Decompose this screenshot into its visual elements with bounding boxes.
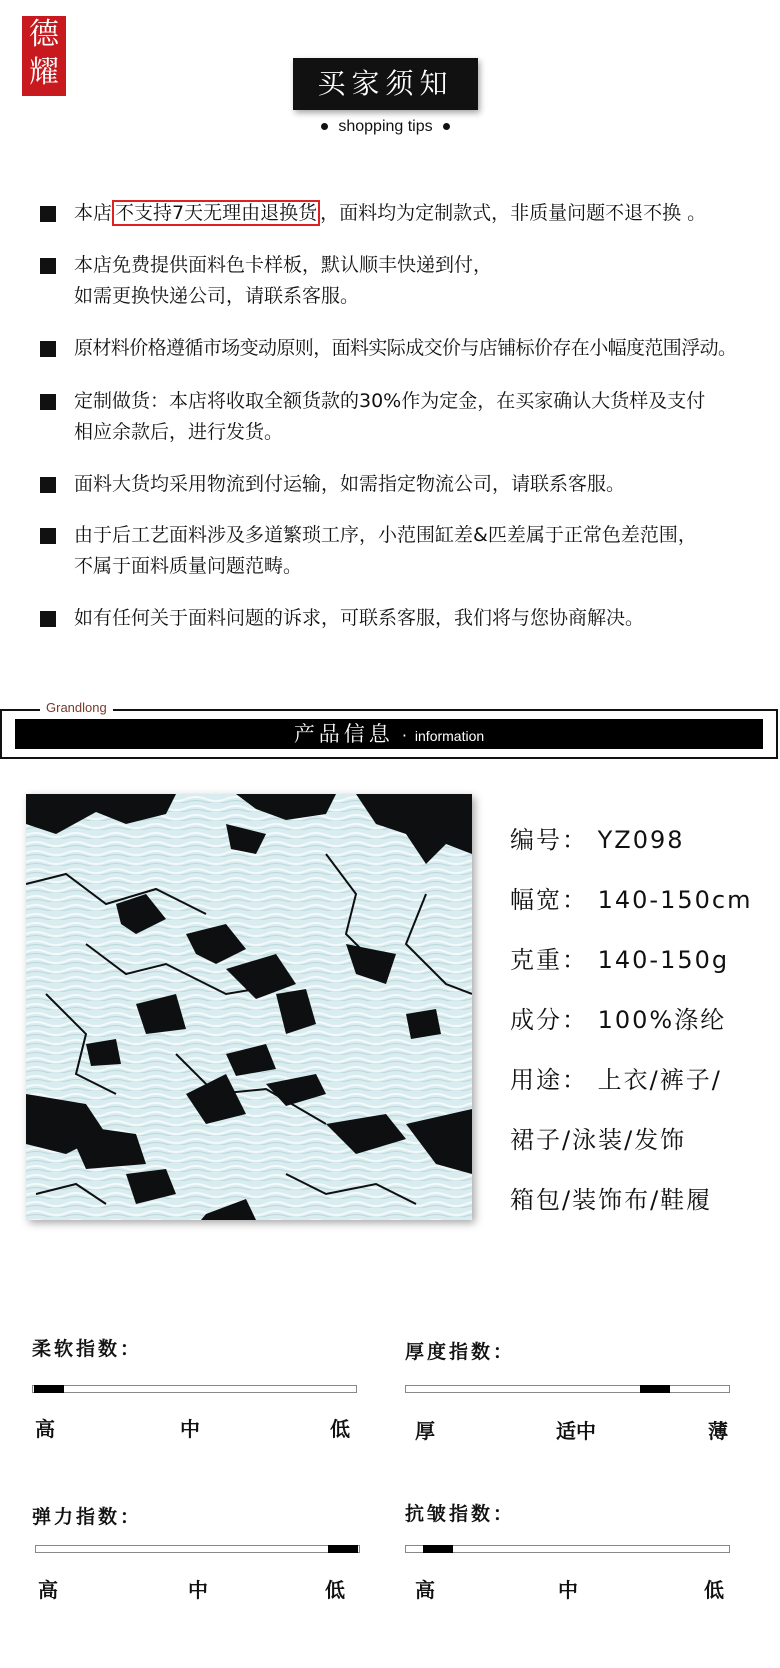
tip-line-2: 如需更换快递公司，请联系客服。 [74,285,360,307]
tip-line-1: 如有任何关于面料问题的诉求，可联系客服，我们将与您协商解决。 [74,607,645,629]
brand-logo [22,16,66,96]
spec-item: 幅宽： 140-150cm [510,886,753,914]
tip-text [74,198,706,229]
bullet-dot-icon [443,123,450,130]
spec-item: 裙子/泳装/发饰 [510,1126,687,1154]
square-bullet-icon [40,206,56,222]
thickness-index-marker [640,1385,670,1393]
tip-line-1: 原材料价格遵循市场变动原则，面料实际成交价与店铺标价存在小幅度范围浮动。 [74,337,737,359]
fabric-image [26,794,472,1220]
square-bullet-icon [40,258,56,274]
thickness-index-bar [405,1385,730,1393]
softness-index-marker [34,1385,64,1393]
brand-label: Grandlong [40,700,113,715]
square-bullet-icon [40,341,56,357]
wrinkle-label-low: 低 [704,1578,724,1602]
thickness-label-thin: 薄 [708,1419,728,1443]
square-bullet-icon [40,611,56,627]
square-bullet-icon [40,477,56,493]
tip-line-1: 面料大货均采用物流到付运输，如需指定物流公司，请联系客服。 [74,473,626,495]
elasticity-label-high: 高 [38,1578,58,1602]
tip-line-1: 定制做货：本店将收取全额货款的30%作为定金，在买家确认大货样及支付 [74,390,706,412]
info-separator: · [401,726,407,745]
tip-line-2: 相应余款后，进行发货。 [74,421,284,443]
bullet-dot-icon [321,123,328,130]
wrinkle-index-title: 抗皱指数： [405,1503,516,1525]
elasticity-index-bar [35,1545,360,1553]
thickness-label-thick: 厚 [415,1419,435,1443]
info-title-en: information [414,728,485,744]
square-bullet-icon [40,528,56,544]
tip-text-pre: 本店 [74,202,113,224]
subtitle-text: shopping tips [338,118,433,135]
page-title: 买家须知 [293,58,478,110]
elasticity-index-marker [328,1545,358,1553]
thickness-index-title: 厚度指数： [405,1341,516,1363]
spec-item: 克重： 140-150g [510,946,730,974]
elasticity-index-title: 弹力指数： [32,1506,143,1528]
softness-label-low: 低 [330,1417,350,1441]
wrinkle-label-mid: 中 [558,1578,578,1602]
wrinkle-label-high: 高 [415,1578,435,1602]
tip-highlight: 不支持7天无理由退换货 [112,200,320,226]
logo-char-2: 耀 [29,55,59,90]
page-subtitle [293,118,478,136]
thickness-label-mid: 适中 [556,1419,596,1443]
spec-item: 箱包/装饰布/鞋履 [510,1186,713,1214]
info-title-cn: 产品信息 [293,722,394,746]
wrinkle-index-bar [405,1545,730,1553]
tip-line-2: 不属于面料质量问题范畴。 [74,555,303,577]
softness-label-high: 高 [35,1417,55,1441]
tip-text-post: ，面料均为定制款式，非质量问题不退不换 。 [320,202,707,224]
spec-item: 成分： 100%涤纶 [510,1006,727,1034]
softness-index-bar [32,1385,357,1393]
spec-item: 编号： YZ098 [510,826,685,854]
tip-line-1: 由于后工艺面料涉及多道繁琐工序，小范围缸差&匹差属于正常色差范围， [74,524,697,546]
elasticity-label-mid: 中 [188,1578,208,1602]
elasticity-label-low: 低 [325,1578,345,1602]
wrinkle-index-marker [423,1545,453,1553]
softness-label-mid: 中 [180,1417,200,1441]
info-band [15,719,763,749]
tip-line-1: 本店免费提供面料色卡样板，默认顺丰快递到付， [74,254,493,276]
spec-item: 用途： 上衣/裤子/ [510,1066,722,1094]
square-bullet-icon [40,394,56,410]
softness-index-title: 柔软指数： [32,1338,143,1360]
logo-char-1: 德 [29,17,59,52]
